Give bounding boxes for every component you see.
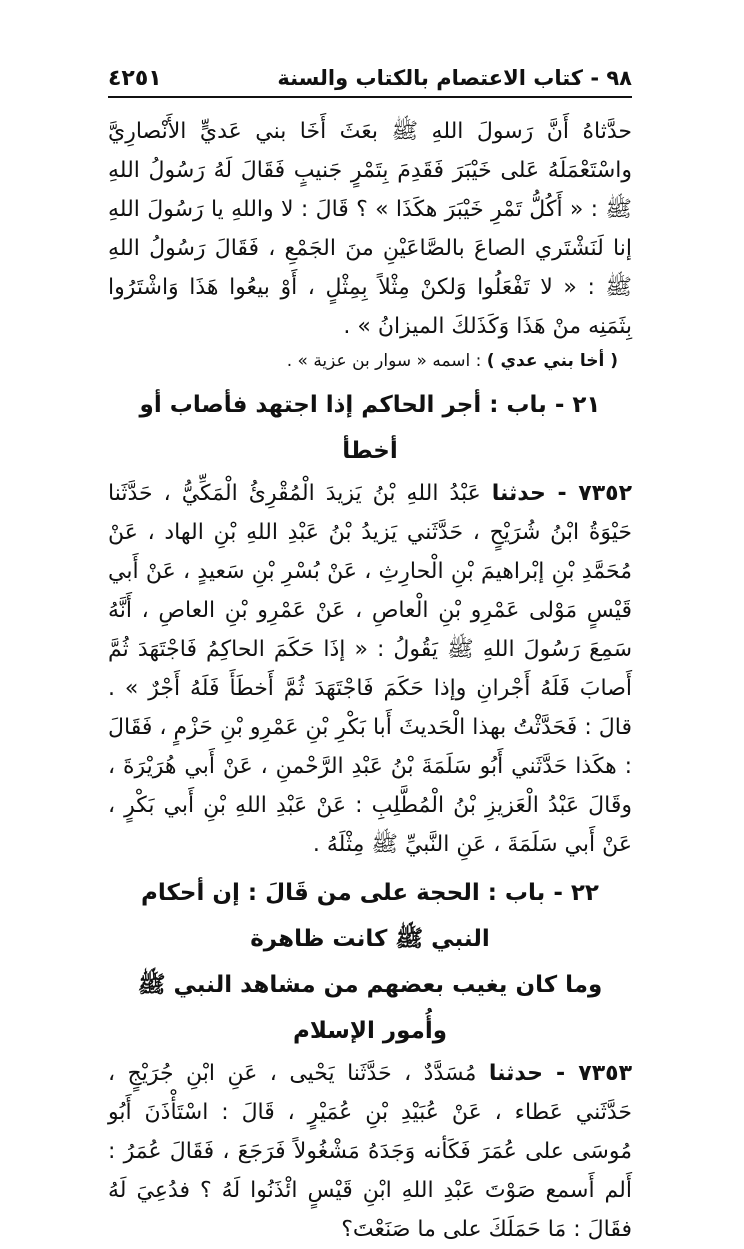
chapter-heading-22-line2: وما كان يغيب بعضهم من مشاهد النبي ﷺ وأُمور الإسلام [137,972,603,1044]
hadith-number: ٧٣٥٢ - حدثنا [491,481,632,506]
hadith-text: مُسَدَّدٌ ، حَدَّثَنا يَحْيى ، عَنِ ابْنِ جُرَيْجٍ ، حَدَّثَني عَطاء ، عَنْ عُبَيْدِ بْنِ عُمَيْرٍ ، قَالَ : اسْتَأْذَنَ أَبُو مُوسَى على عُمَرَ فَكَأنه وَجَدَهُ مَشْغُولاً فَرَجَعَ ، فَقَالَ عُمَرُ : أَلم أَسمع صَوْتَ عَبْدِ اللهِ ابْنِ قَيْسٍ ائْذَنُوا لَهُ ؟ فدُعِيَ لَهُ فقَالَ : مَا حَمَلَكَ على ما صَنَعْتَ؟ [108,1061,632,1242]
hadith-7353 [108,1054,632,1249]
footnote-text: : اسمه « سوار بن عزية » . [286,351,482,371]
footnote-label: ( أخا بني عدي ) [486,351,618,371]
page-body [108,112,632,1249]
hadith-text: عَبْدُ اللهِ بْنُ يَزيدَ الْمُقْرِئُ الْمَكِّيُّ ، حَدَّثَنا حَيْوَةُ ابْنُ شُرَيْحٍ ، حَدَّثَني يَزيدُ بْنُ عَبْدِ اللهِ بْنِ الهاد ، عَنْ مُحَمَّدِ بْنِ إبْراهيمَ بْنِ الْحارِثِ ، عَنْ بُسْرِ بْنِ سَعيدٍ ، عَنْ أَبي قَيْسٍ مَوْلى عَمْرِو بْنِ الْعاصِ ، عَنْ عَمْرِو بْنِ العاصِ ، أَنَّهُ سَمِعَ رَسُولَ اللهِ ﷺ يَقُولُ : « إذَا حَكَمَ الحاكِمُ فَاجْتَهَدَ ثُمَّ أَصابَ فَلَهُ أَجْرانِ وإذا حَكَمَ فَاجْتَهَدَ ثُمَّ أَخطَأَ فَلَهُ أَجْرٌ » . قالَ : فَحَدَّثْتُ بهذا الْحَديثَ أَبا بَكْرِ بْنِ عَمْرِو بْنِ حَزْمٍ ، فَقَالَ : هكَذا حَدَّثَني أَبُو سَلَمَةَ بْنُ عَبْدِ الرَّحْمنِ ، عَنْ أَبي هُرَيْرَةَ ، وقَالَ عَبْدُ الْعَزيزِ بْنُ الْمُطَّلِبِ : عَنْ عَبْدِ اللهِ بْنِ أَبي بَكْرٍ ، عَنْ أَبي سَلَمَةَ ، عَنِ النَّبيِّ ﷺ مِثْلَهُ . [108,481,632,857]
chapter-heading-21: ٢١ - باب : أجر الحاكم إذا اجتهد فأصاب أو أخطأ [139,392,601,464]
running-title: ٩٨ - كتاب الاعتصام بالكتاب والسنة [277,66,632,90]
chapter-heading-22-line1: ٢٢ - باب : الحجة على من قَالَ : إن أحكام النبي ﷺ كانت ظاهرة [141,880,599,952]
hadith-7352 [108,474,632,864]
hadith-continuation: حدَّثاهُ أَنَّ رَسولَ اللهِ ﷺ بعَثَ أَخَا بني عَديٍّ الأَنْصارِيَّ واسْتَعْمَلَهُ عَلى خَيْبَرَ فَقَدِمَ بِتَمْرٍ جَنيبٍ فَقَالَ لَهُ رَسُولُ اللهِ ﷺ : « أَكُلُّ تَمْرِ خَيْبَرَ هكَذَا » ؟ قَالَ : لا واللهِ يا رَسُولَ اللهِ إنا لَنَشْتَري الصاعَ بالصَّاعَيْنِ منَ الجَمْعِ ، فَقَالَ رَسُولُ اللهِ ﷺ : « لا تَفْعَلُوا وَلكنْ مِثْلاً بِمِثْلٍ ، أَوْ بيعُوا هَذَا وَاشْتَرُوا بِثَمَنِه منْ هَذَا وَكَذَلكَ الميزانُ » . [108,119,632,339]
page-number: ٤٢٥١ [108,65,162,91]
page-header [108,60,632,98]
footnote [108,346,618,376]
hadith-number: ٧٣٥٣ - حدثنا [488,1061,633,1086]
